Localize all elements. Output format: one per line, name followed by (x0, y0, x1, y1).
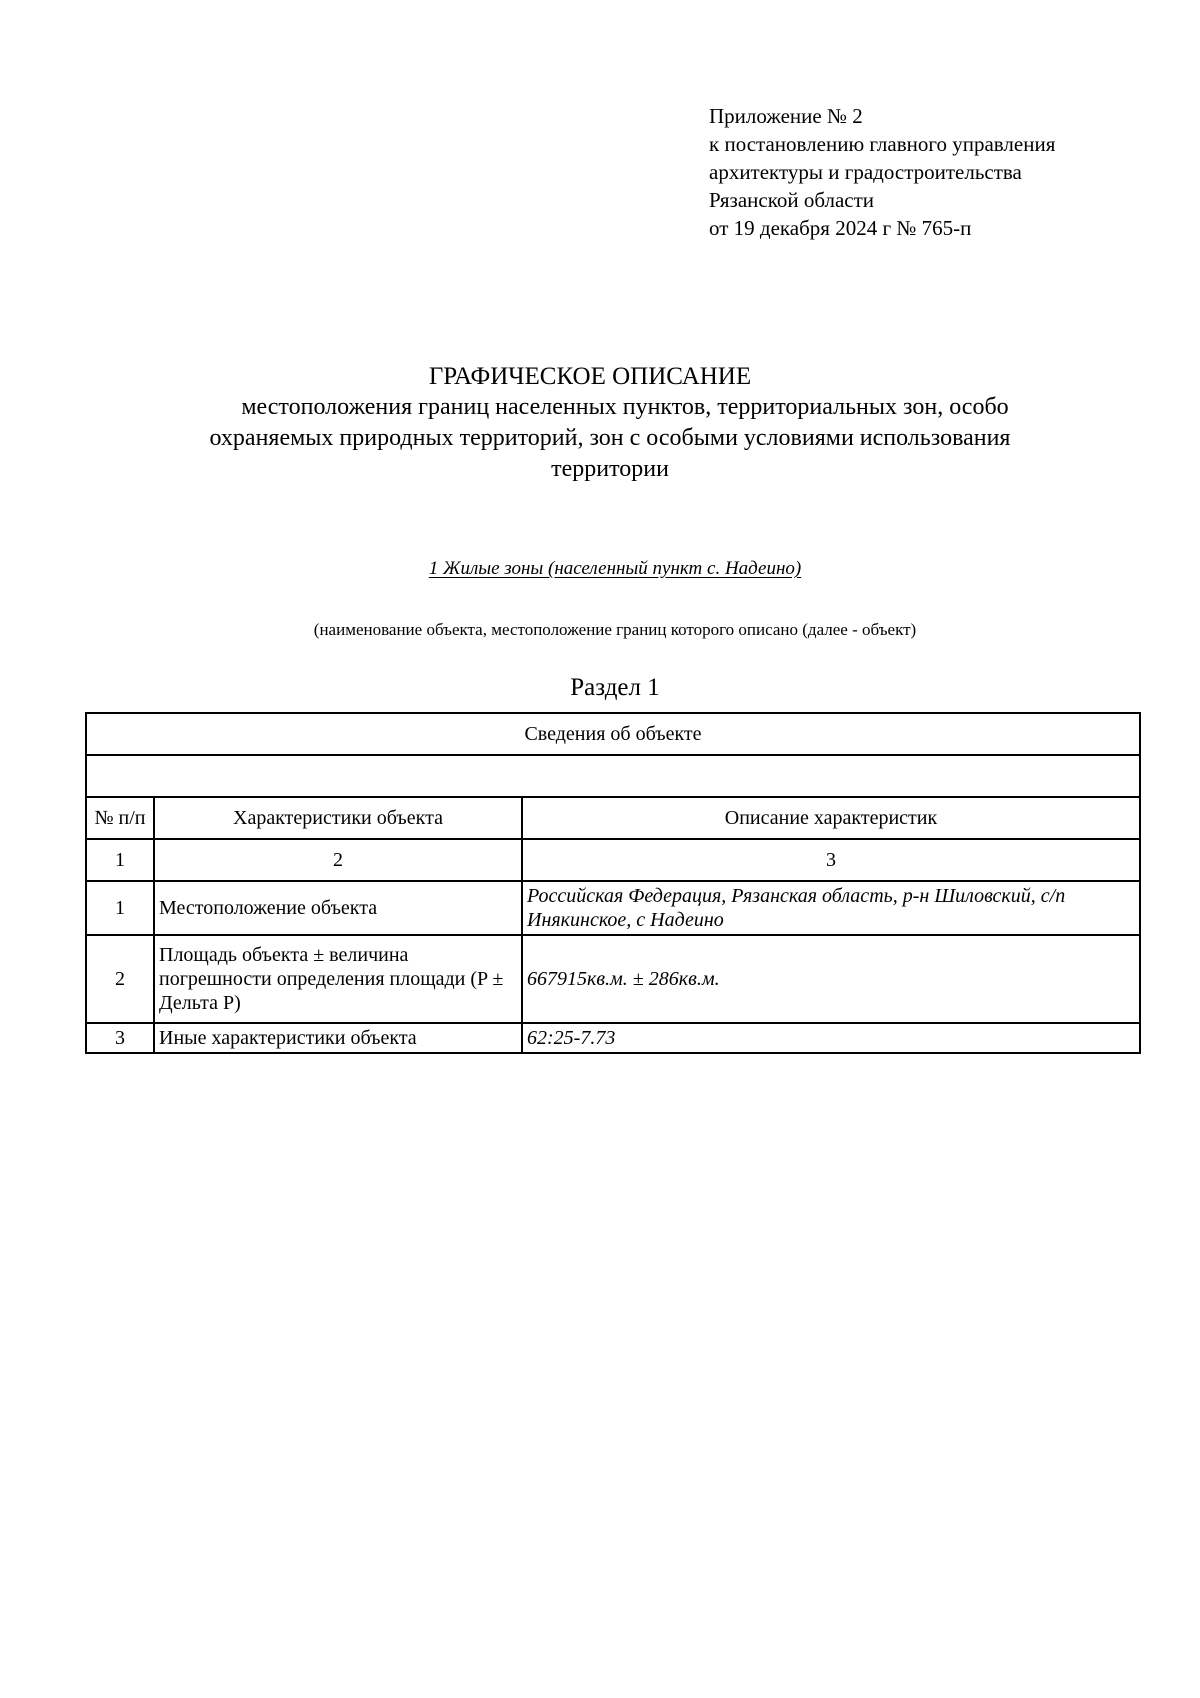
appendix-line: Приложение № 2 (709, 104, 863, 128)
column-number: 3 (522, 839, 1140, 881)
section-title: Раздел 1 (570, 674, 660, 701)
table-row (86, 881, 1140, 935)
title-line: территории (551, 456, 669, 482)
row-characteristic: Местоположение объекта (154, 881, 522, 935)
appendix-line: Рязанской области (709, 188, 875, 212)
title-line: охраняемых природных территорий, зон с особыми условиями использования (209, 425, 1011, 451)
appendix-block (709, 102, 1055, 242)
appendix-line: архитектуры и градостроительства (709, 160, 1022, 184)
table-column-numbers (86, 839, 1140, 881)
object-name: 1 Жилые зоны (населенный пункт с. Надеино) (428, 558, 802, 579)
table-blank-row (86, 755, 1140, 797)
row-number: 3 (86, 1023, 154, 1053)
table-row (86, 1023, 1140, 1053)
table-blank-cell (86, 755, 1140, 797)
title-line: местоположения границ населенных пунктов, территориальных зон, особо (241, 394, 1009, 420)
appendix-line: от 19 декабря 2024 г № 765-п (709, 216, 972, 240)
row-description: 62:25-7.73 (522, 1023, 1140, 1053)
object-info-table (85, 712, 1141, 1054)
column-header: Описание характеристик (522, 797, 1140, 839)
row-description: Российская Федерация, Рязанская область, р-н Шиловский, с/п Инякинское, с Надеино (522, 881, 1140, 935)
object-caption: (наименование объекта, местоположение границ которого описано (далее - объект) (313, 620, 917, 639)
column-header: Характеристики объекта (154, 797, 522, 839)
appendix-line: к постановлению главного управления (709, 132, 1056, 156)
document-title (120, 361, 1100, 485)
row-number: 2 (86, 935, 154, 1023)
row-characteristic: Иные характеристики объекта (154, 1023, 522, 1053)
column-header: № п/п (86, 797, 154, 839)
title-main: ГРАФИЧЕСКОЕ ОПИСАНИЕ (428, 363, 752, 390)
column-number: 2 (154, 839, 522, 881)
table-row (86, 935, 1140, 1023)
column-number: 1 (86, 839, 154, 881)
table-column-headers (86, 797, 1140, 839)
row-characteristic: Площадь объекта ± величина погрешности определения площади (P ± Дельта P) (154, 935, 522, 1023)
row-number: 1 (86, 881, 154, 935)
table-header-row (86, 713, 1140, 755)
table-header: Сведения об объекте (86, 713, 1140, 755)
row-description: 667915кв.м. ± 286кв.м. (522, 935, 1140, 1023)
